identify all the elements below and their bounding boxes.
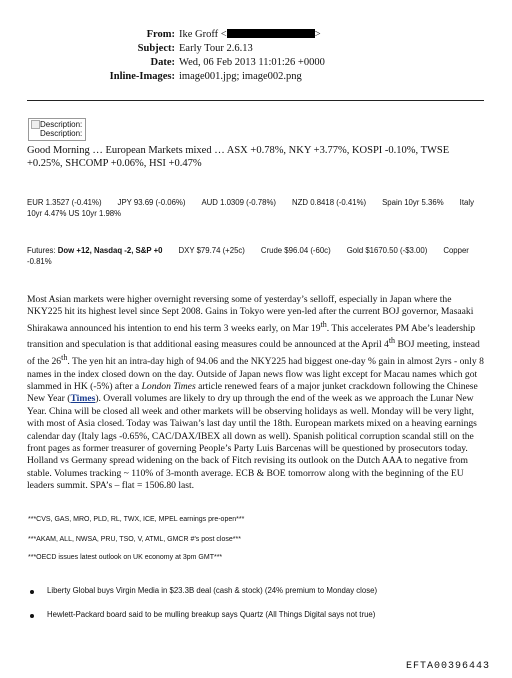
fx-item: US 10yr 1.98% — [68, 208, 122, 218]
fx-item: NZD 0.8418 (-0.41%) — [292, 198, 367, 207]
date-label: Date: — [150, 57, 175, 68]
futures-item: DXY $79.74 (+25c) — [178, 246, 245, 255]
commentary-text: . The yen hit an intra-day high of 94.06 and the NKY225 had biggest one-day % gain in almost 2yrs - only 8 names in the index closed down on the day. Outside of Japan news flow was light except for Macau names which got slammed in HK (-5%) after a — [27, 356, 484, 392]
fx-item: EUR 1.3527 (-0.41%) — [27, 198, 102, 207]
commentary-text: Most Asian markets were higher overnight reversing some of yesterday’s selloff, especially in Japan where the NKY225 hit its highest level since Sept 2008. Gains in Tokyo were yen-led after the current BOJ governor, Masaaki Shirakawa announced his intention to end his term 3 weeks early, on Mar 19 — [27, 294, 474, 334]
futures-item: Gold $1670.50 (-$3.00) — [346, 246, 428, 255]
sender-bracket: > — [314, 29, 321, 40]
futures-label: Futures: — [27, 246, 56, 255]
header-divider — [27, 100, 484, 101]
market-summary: Good Morning … European Markets mixed … ASX +0.78%, NKY +3.77%, KOSPI -0.10%, TWSE +0.25%, SHCOMP +0.06%, HSI +0.47% — [27, 145, 450, 169]
fx-item: Italy 10yr 4.47% — [27, 198, 474, 218]
times-link[interactable]: Times — [70, 393, 96, 405]
redaction-bar — [227, 29, 315, 38]
commentary-text: . This accelerates PM Abe’s leadership transition and speculation is that additional easing measures could be announced at the April 4 — [27, 323, 476, 351]
commentary-text: ). Overall volumes are likely to dry up through the end of the week as we approach the Lunar New Year. China will be closed all week and other markets will be observing holidays as well. Monday will be very light, with most of Asia closed. Today was Taiwan’s last day until the 18th. European markets mixed on a heaving earnings calendar day (Italy lags -0.65%, CAC/DAX/IBEX all down as well). Spanish political corruption scandal still on the front pages as former treasurer of governing People’s Party Luis Barcenas will be questioned by prosecutors today. Holland vs Germany spread widening on the back of Fitch revising its outlook on the Dutch AAA to negative from stable. Volumes tracking ~ 110% of 3-month average. ECB & BOE tomorrow along with the beginning of the EU leaders summit. SPA’s – flat = 1506.80 last. — [27, 393, 477, 492]
image-alt-text: Description: — [40, 120, 83, 129]
date-value: Wed, 06 Feb 2013 11:01:26 +0000 — [179, 57, 325, 68]
inline-images-label: Inline-Images: — [109, 71, 175, 82]
fx-item: AUD 1.0309 (-0.78%) — [201, 198, 276, 207]
document-id: EFTA00396443 — [405, 661, 490, 672]
image-placeholder — [28, 118, 86, 141]
subject-label: Subject: — [137, 43, 175, 54]
fx-item: Spain 10yr 5.36% — [382, 198, 444, 207]
news-text: Liberty Global buys Virgin Media in $23.3B deal (cash & stock) (24% premium to Monday close) — [47, 586, 378, 595]
broken-image-icon — [31, 120, 40, 129]
ordinal-suffix: th — [320, 319, 327, 329]
market-commentary — [27, 294, 487, 493]
from-value — [179, 28, 321, 41]
fx-line — [27, 198, 487, 219]
sender-name: Ike Groff < — [179, 29, 227, 40]
commentary-text: BOJ meeting, instead of the 26 — [27, 339, 480, 368]
futures-line — [27, 246, 487, 267]
ordinal-suffix: th — [61, 353, 68, 362]
futures-item: Crude $96.04 (-60c) — [260, 246, 331, 255]
publication-name: London Times — [141, 381, 196, 392]
fx-item: JPY 93.69 (-0.06%) — [117, 198, 186, 207]
futures-item: Copper -0.81% — [27, 246, 469, 266]
from-label: From: — [146, 29, 175, 40]
subject-value: Early Tour 2.6.13 — [179, 43, 253, 54]
event-note: ***OECD issues latest outlook on UK economy at 3pm GMT*** — [28, 554, 223, 561]
earnings-note: ***AKAM, ALL, NWSA, PRU, TSO, V, ATML, GMCR #’s post close*** — [28, 536, 241, 543]
earnings-note: ***CVS, GAS, MRO, PLD, RL, TWX, ICE, MPEL earnings pre-open*** — [28, 516, 245, 523]
commentary-text: article renewed fears of a major junket crackdown following the Chinese New Year ( — [27, 381, 478, 405]
news-text: Hewlett-Packard board said to be mulling breakup says Quartz (All Things Digital says not true) — [47, 610, 376, 619]
image-alt-text: Description: — [40, 129, 83, 138]
bullet-icon — [30, 614, 34, 618]
inline-images-value: image001.jpg; image002.png — [179, 71, 302, 82]
futures-indices: Dow +12, Nasdaq -2, S&P +0 — [57, 246, 163, 255]
bullet-icon — [30, 590, 34, 594]
ordinal-suffix: th — [388, 336, 396, 346]
